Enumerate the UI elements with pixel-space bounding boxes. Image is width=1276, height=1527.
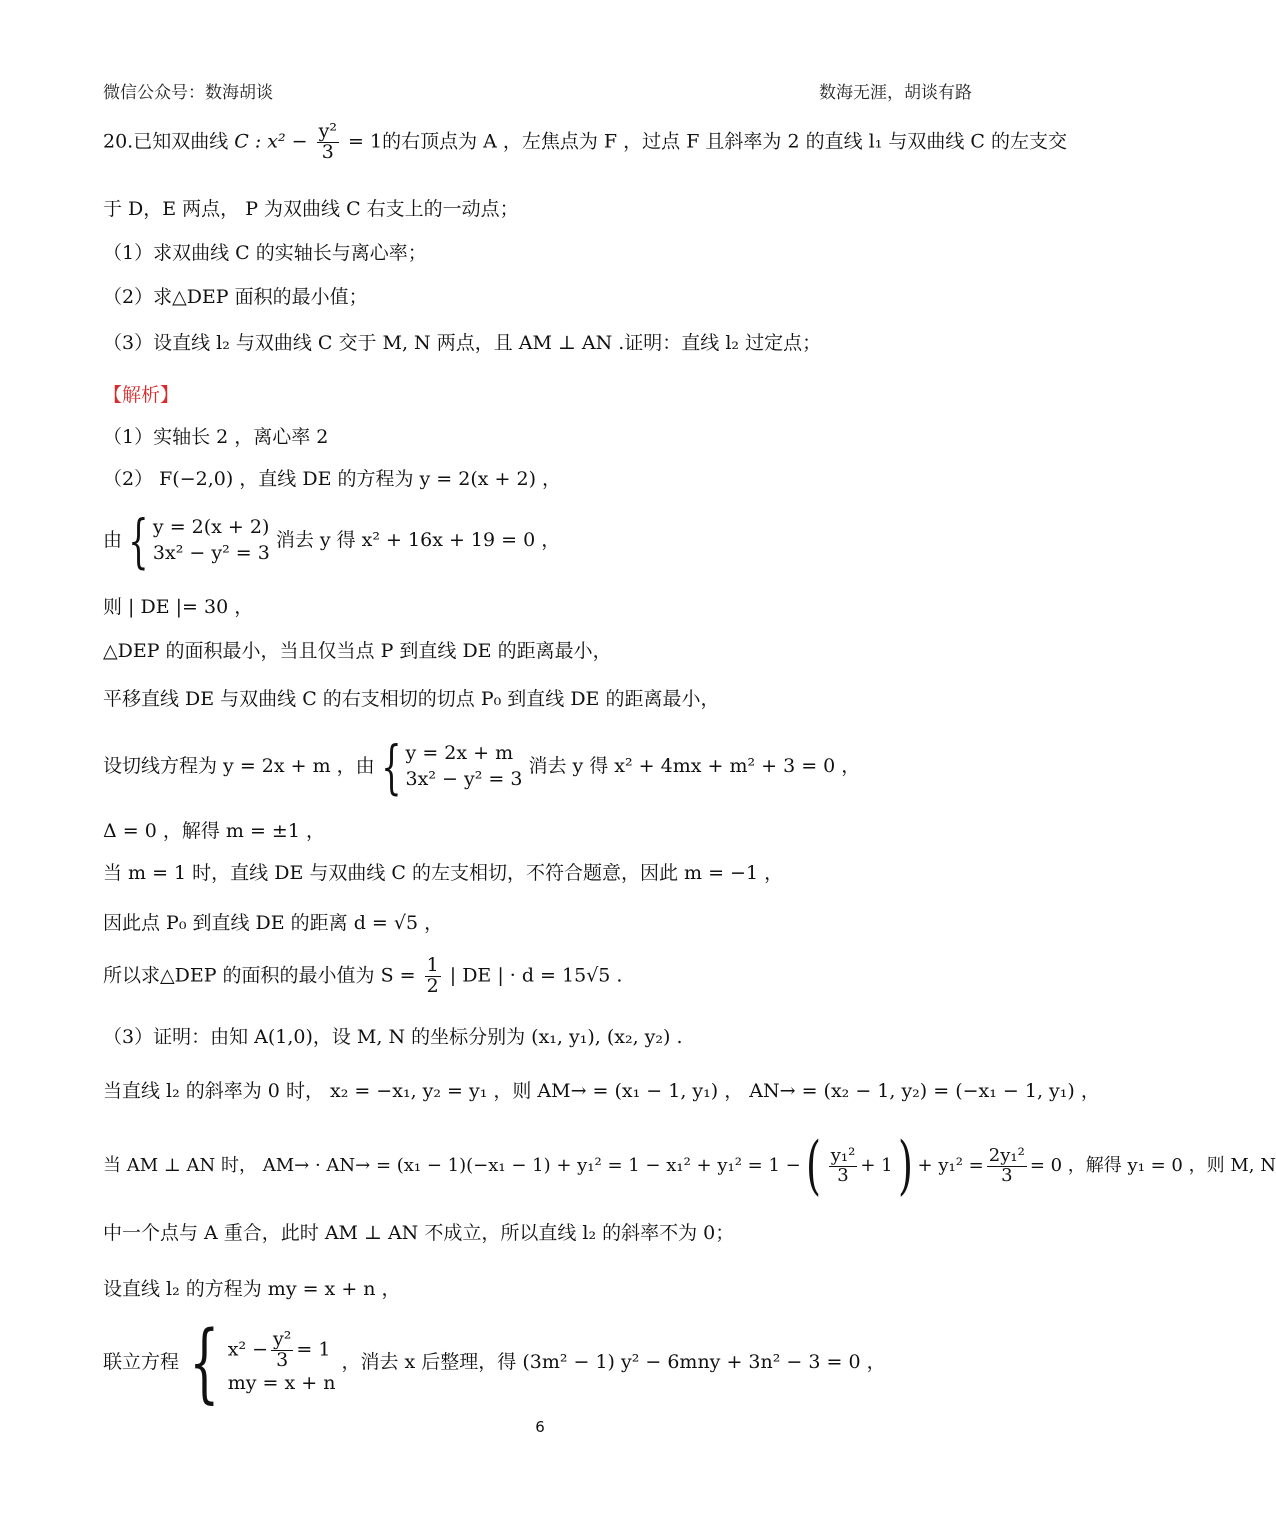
- stem-fraction-numerator: y²: [318, 120, 337, 142]
- system-3-fraction: [271, 1327, 293, 1371]
- step-12-equals: + y₁² =: [917, 1154, 984, 1176]
- system-3-eq-a-right: = 1: [296, 1338, 331, 1361]
- question-1: （1）求双曲线 C 的实轴长与离心率；: [103, 242, 427, 264]
- step-12-fraction: [829, 1144, 858, 1186]
- system-1-result: 消去 y 得 x² + 16x + 19 = 0 ，: [275, 529, 561, 552]
- solution-step-8: 因此点 P₀ 到直线 DE 的距离 d = √5 ，: [103, 912, 444, 934]
- stem-fraction: [317, 122, 339, 163]
- step-12-result: = 0 ，解得 y₁ = 0 ，则 M, N: [1029, 1154, 1276, 1176]
- fraction-numerator: 1: [426, 954, 439, 976]
- system-1-equations: [153, 515, 270, 566]
- system-3-prefix: 联立方程: [103, 1351, 180, 1374]
- stem-text: 的右顶点为 A ，左焦点为 F ，过点 F 且斜率为 2 的直线 l₁ 与双曲线 C 的左支交: [382, 130, 1067, 153]
- solution-step-2: （2） F(−2,0) ，直线 DE 的方程为 y = 2(x + 2) ，: [103, 468, 562, 490]
- system-3-eq-b: my = x + n: [227, 1371, 336, 1394]
- page-number: 6: [535, 1418, 545, 1436]
- system-2-prefix: 设切线方程为 y = 2x + m ，由: [103, 755, 375, 778]
- solution-step-9: [103, 956, 622, 997]
- header-left: 微信公众号：数海胡谈: [103, 83, 273, 103]
- stem-equation-left: C : x² −: [234, 130, 308, 153]
- step-12-prefix: 当 AM ⊥ AN 时， AM→ · AN→ = (x₁ − 1)(−x₁ − 1) + y₁² = 1 − x₁² + y₁² = 1 −: [103, 1154, 801, 1176]
- left-brace-icon: {: [189, 1313, 220, 1413]
- solution-label: 【解析】: [103, 384, 180, 406]
- step-9-result: | DE | · d = 15√5 .: [449, 964, 623, 987]
- equation-system-3: [103, 1313, 886, 1413]
- step-12-fraction-2: [987, 1144, 1027, 1186]
- fraction-denominator: 3: [276, 1348, 289, 1371]
- solution-step-10: （3）证明：由知 A(1,0)，设 M, N 的坐标分别为 (x₁, y₁), (x₂, y₂) .: [103, 1026, 683, 1048]
- fraction-numerator: y²: [273, 1327, 292, 1350]
- problem-stem: [103, 122, 1067, 163]
- solution-step-3: 则 | DE |= 30 ，: [103, 596, 254, 618]
- stem-equation-right: = 1: [348, 130, 383, 153]
- question-3: （3）设直线 l₂ 与双曲线 C 交于 M, N 两点，且 AM ⊥ AN .证明：直线 l₂ 过定点；: [103, 332, 822, 354]
- solution-step-7: 当 m = 1 时，直线 DE 与双曲线 C 的左支相切，不符合题意，因此 m = −1 ，: [103, 862, 784, 884]
- equation-system-1: [103, 507, 561, 575]
- system-3-equations: [227, 1327, 336, 1397]
- equation-system-2: [103, 733, 861, 801]
- left-brace-icon: {: [380, 733, 402, 801]
- left-brace-icon: {: [128, 507, 149, 575]
- left-paren-icon: (: [805, 1129, 821, 1203]
- step-9-prefix: 所以求△DEP 的面积的最小值为 S =: [103, 964, 416, 987]
- stem-fraction-denominator: 3: [321, 140, 334, 163]
- header-right: 数海无涯，胡谈有路: [819, 83, 972, 103]
- fraction-denominator: 2: [426, 974, 439, 997]
- solution-step-6: Δ = 0 ，解得 m = ±1 ，: [103, 820, 325, 842]
- solution-step-11: 当直线 l₂ 的斜率为 0 时， x₂ = −x₁, y₂ = y₁ ，则 AM→ = (x₁ − 1, y₁) ， AN→ = (x₂ − 1, y₂) = (−x₁ − 1, y₁) ，: [103, 1080, 1100, 1102]
- fraction-numerator: 2y₁²: [988, 1144, 1025, 1166]
- system-3-result: ，消去 x 后整理，得 (3m² − 1) y² − 6mny + 3n² − 3 = 0 ，: [341, 1351, 886, 1374]
- solution-step-5: 平移直线 DE 与双曲线 C 的右支相切的切点 P₀ 到直线 DE 的距离最小，: [103, 688, 720, 710]
- system-2-equations: [406, 741, 523, 792]
- system-1-eq-b: 3x² − y² = 3: [152, 542, 270, 564]
- step-12-middle: + 1: [860, 1154, 893, 1176]
- solution-step-12: [103, 1129, 1276, 1203]
- fraction-denominator: 3: [837, 1164, 849, 1186]
- stem-prefix: 20.已知双曲线: [103, 130, 229, 153]
- question-2: （2）求△DEP 面积的最小值；: [103, 286, 368, 308]
- solution-step-1: （1）实轴长 2 ，离心率 2: [103, 426, 329, 448]
- fraction-numerator: y₁²: [830, 1144, 856, 1166]
- one-half-fraction: [425, 956, 441, 997]
- solution-step-13: 中一个点与 A 重合，此时 AM ⊥ AN 不成立，所以直线 l₂ 的斜率不为 0；: [103, 1222, 735, 1244]
- fraction-denominator: 3: [1001, 1164, 1013, 1186]
- solution-step-4: △DEP 的面积最小，当且仅当点 P 到直线 DE 的距离最小，: [103, 640, 612, 662]
- system-3-eq-a-left: x² −: [227, 1338, 269, 1361]
- system-1-eq-a: y = 2(x + 2): [152, 516, 270, 539]
- system-2-eq-b: 3x² − y² = 3: [405, 768, 523, 790]
- right-paren-icon: ): [897, 1129, 913, 1203]
- solution-step-14: 设直线 l₂ 的方程为 my = x + n ，: [103, 1278, 401, 1300]
- system-1-prefix: 由: [103, 529, 123, 552]
- system-2-result: 消去 y 得 x² + 4mx + m² + 3 = 0 ，: [528, 755, 861, 778]
- system-2-eq-a: y = 2x + m: [405, 742, 514, 765]
- problem-stem-continued: 于 D，E 两点， P 为双曲线 C 右支上的一动点；: [103, 198, 519, 220]
- system-3-eq-a: [227, 1327, 336, 1371]
